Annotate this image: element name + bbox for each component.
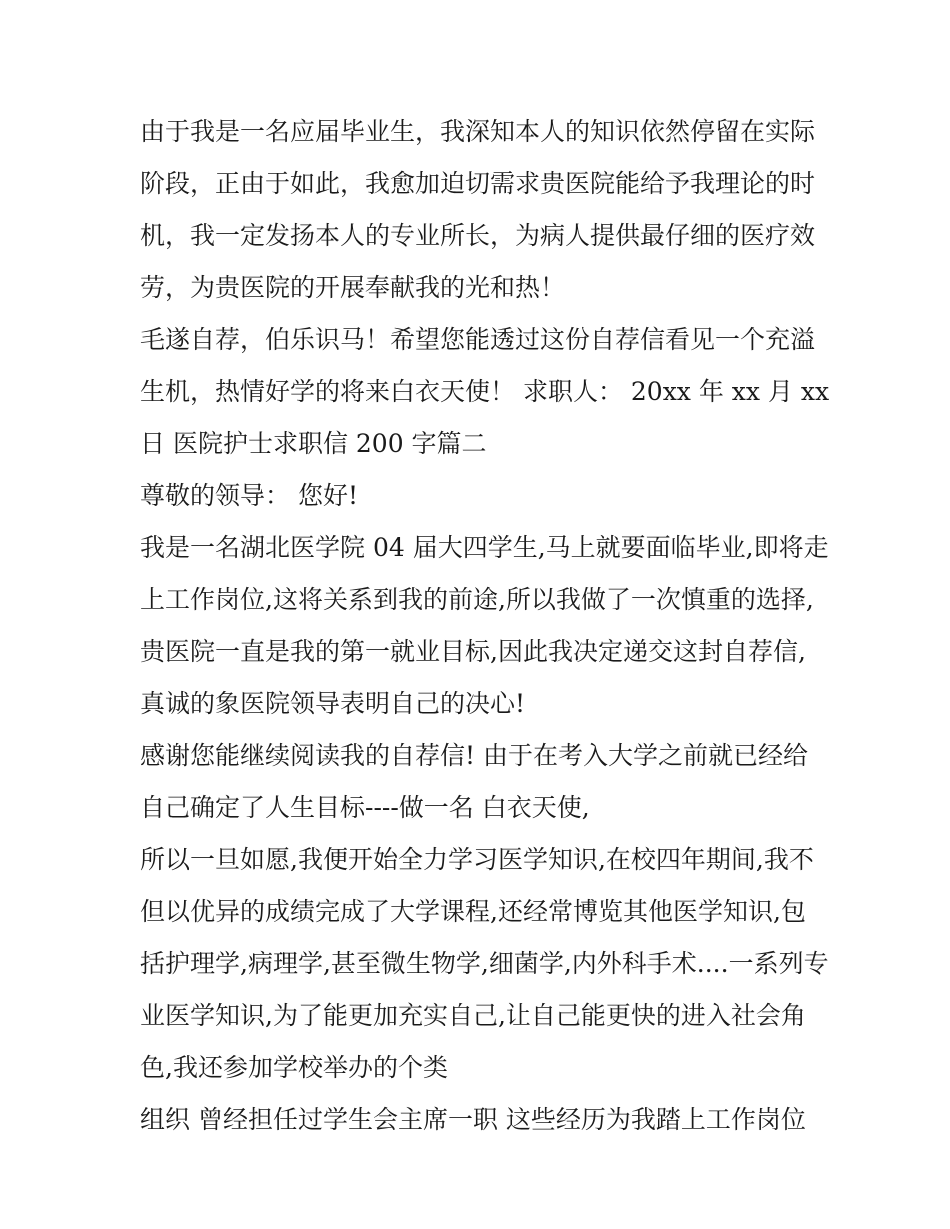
text-line: 机，我一定发扬本人的专业所长，为病人提供最仔细的医疗效 xyxy=(140,221,816,250)
text-line: 色,我还参加学校举办的个类 xyxy=(140,1053,448,1082)
text-line: 感谢您能继续阅读我的自荐信! 由于在考入大学之前就已经给 xyxy=(140,741,808,770)
text-line: 所以一旦如愿,我便开始全力学习医学知识,在校四年期间,我不 xyxy=(140,845,814,874)
text-line: 但以优异的成绩完成了大学课程,还经常博览其他医学知识,包 xyxy=(140,897,806,926)
text-line: 毛遂自荐，伯乐识马！希望您能透过这份自荐信看见一个充溢 xyxy=(140,325,816,354)
text-line: 括护理学,病理学,甚至微生物学,细菌学,内外科手术....一系列专 xyxy=(140,949,829,978)
greeting-line: 尊敬的领导： 您好! xyxy=(140,481,358,510)
text-line: 上工作岗位,这将关系到我的前途,所以我做了一次慎重的选择, xyxy=(140,585,814,614)
text-line: 劳，为贵医院的开展奉献我的光和热！ xyxy=(140,273,566,302)
text-line: 生机，热情好学的将来白衣天使！ 求职人： 20xx 年 xx 月 xx xyxy=(140,377,830,406)
text-line: 真诚的象医院领导表明自己的决心! xyxy=(140,689,526,718)
document-body xyxy=(140,106,830,1146)
text-line: 业医学知识,为了能更加充实自己,让自己能更快的进入社会角 xyxy=(140,1001,806,1030)
text-line: 贵医院一直是我的第一就业目标,因此我决定递交这封自荐信, xyxy=(140,637,806,666)
text-line: 日 医院护士求职信 200 字篇二 xyxy=(140,429,487,458)
text-line: 组织 曾经担任过学生会主席一职 这些经历为我踏上工作岗位 xyxy=(140,1105,806,1134)
text-line: 阶段，正由于如此，我愈加迫切需求贵医院能给予我理论的时 xyxy=(140,169,816,198)
text-line: 自己确定了人生目标----做一名 白衣天使, xyxy=(140,793,590,822)
text-line: 我是一名湖北医学院 04 届大四学生,马上就要面临毕业,即将走 xyxy=(140,533,829,562)
text-line: 由于我是一名应届毕业生，我深知本人的知识依然停留在实际 xyxy=(140,117,816,146)
